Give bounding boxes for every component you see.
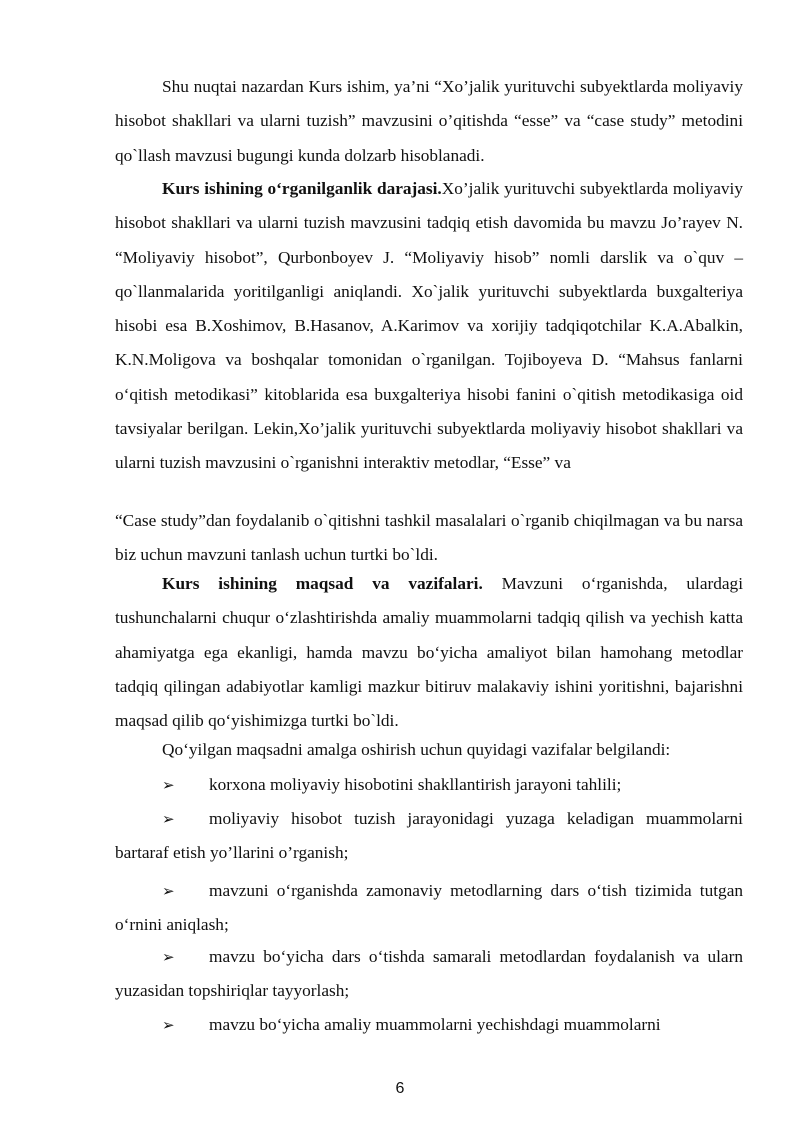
list-item (115, 1008, 743, 1042)
arrow-bullet-icon: ➢ (162, 882, 175, 900)
list-item (115, 874, 743, 943)
arrow-bullet-icon: ➢ (162, 810, 175, 828)
intro-paragraph (115, 70, 743, 173)
study-level-text-continued: “Case study”dan foydalanib o`qitishni tashkil masalalari o`rganib chiqilmagan va bu narsa biz uchun mavzuni tanlash uchun turtki bo`ldi. (115, 511, 743, 565)
list-item-text: moliyaviy hisobot tuzish jarayonidagi yuzaga keladigan muammolarni bartaraf etish yo’llarini o’rganish; (115, 809, 743, 863)
goals-paragraph (115, 567, 743, 738)
tasks-intro (115, 733, 743, 767)
list-item-text: mavzu bo‘yicha dars o‘tishda samarali metodlardan foydalanish va ularn yuzasidan topshiriqlar tayyorlash; (115, 947, 743, 1001)
goals-heading: Kurs ishining maqsad va vazifalari. (162, 574, 483, 593)
tasks-intro-text: Qo‘yilgan maqsadni amalga oshirish uchun quyidagi vazifalar belgilandi: (162, 740, 671, 759)
study-level-continuation (115, 504, 743, 573)
goals-text: Mavzuni o‘rganishda, ulardagi tushunchalarni chuqur o‘zlashtirishda amaliy muammolarni tadqiq qilish va yechish katta ahamiyatga ega ekanligi, hamda mavzu bo‘yicha amaliyot bilan hamohang metodlar tadqiq qilingan adabiyotlar kamligi mazkur bitiruv malakaviy ishini yoritishni, bajarishni maqsad qilib qo‘yishimizga turtki bo`ldi. (115, 574, 743, 731)
study-level-text: Xo’jalik yurituvchi subyektlarda moliyaviy hisobot shakllari va ularni tuzish mavzusini tadqiq etish davomida bu mavzu Jo’rayev N. “Moliyaviy hisobot”, Qurbonboyev J. “Moliyaviy hisob” nomli darslik va o`quv – qo`llanmalarida yoritilganligi aniqlandi. Xo`jalik yurituvchi subyektlarda buxgalteriya hisobi esa B.Xoshimov, B.Hasanov, A.Karimov va xorijiy tadqiqotchilar K.A.Abalkin, K.N.Moligova va boshqalar tomonidan o`rganilgan. Tojiboyeva D. “Mahsus fanlarni o‘qitish metodikasi” kitoblarida esa buxgalteriya hisobi fanini o`qitish metodikasiga oid tavsiyalar berilgan. Lekin,Xo’jalik yurituvchi subyektlarda moliyaviy hisobot shakllari va ularni tuzish mavzusini o`rganishni interaktiv metodlar, “Esse” va (115, 179, 743, 473)
page-number: 6 (395, 1080, 405, 1097)
arrow-bullet-icon: ➢ (162, 776, 175, 794)
list-item-text: mavzu bo‘yicha amaliy muammolarni yechishdagi muammolarni (209, 1015, 661, 1034)
arrow-bullet-icon: ➢ (162, 948, 175, 966)
list-item-text: korxona moliyaviy hisobotini shakllantirish jarayoni tahlili; (209, 775, 622, 794)
list-item (115, 802, 743, 871)
arrow-bullet-icon: ➢ (162, 1016, 175, 1034)
study-level-heading: Kurs ishining o‘rganilganlik darajasi. (162, 179, 442, 198)
list-item (115, 940, 743, 1009)
list-item-text: mavzuni o‘rganishda zamonaviy metodlarning dars o‘tish tizimida tutgan o‘rnini aniqlash; (115, 881, 743, 935)
list-item (115, 768, 743, 802)
study-level-paragraph (115, 172, 743, 481)
intro-text: Shu nuqtai nazardan Kurs ishim, ya’ni “Xo’jalik yurituvchi subyektlarda moliyaviy hisobot shakllari va ularni tuzish” mavzusini o’qitishda “esse” va “case study” metodini qo`llash mavzusi bugungi kunda dolzarb hisoblanadi. (115, 77, 743, 165)
